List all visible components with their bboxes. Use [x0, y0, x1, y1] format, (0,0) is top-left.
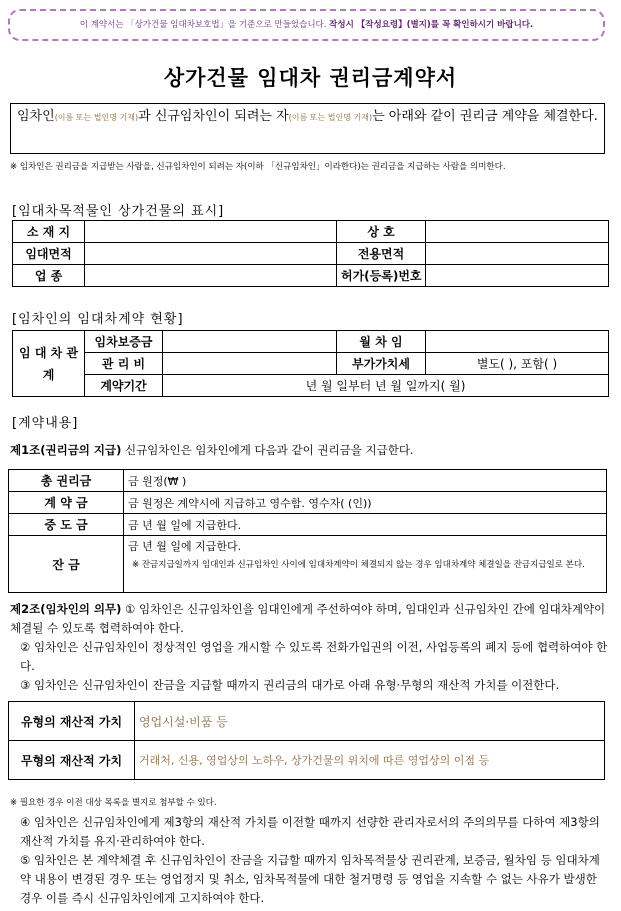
intro-text-1: 임차인 [17, 109, 55, 124]
article-2-item-2: ② 임차인은 신규임차인이 정상적인 영업을 개시할 수 있도록 전화가입권의 이전, 사업등록의 폐지 등에 협력하여야 한다. [20, 640, 608, 673]
notice-text: 이 계약서는 「상가건물 임대차보호법」을 기준으로 만들었습니다. [79, 20, 327, 30]
field-management[interactable] [163, 353, 337, 375]
property-table [12, 220, 609, 287]
field-business[interactable] [85, 265, 337, 287]
label-total: 총 권리금 [9, 470, 124, 492]
field-trade-name[interactable] [426, 221, 609, 243]
balance-value: 금 년 월 일에 지급한다. [128, 540, 242, 553]
section-lease-status: [임차인의 임대차계약 현황] [12, 312, 184, 327]
field-vat[interactable]: 별도( ), 포함( ) [426, 353, 609, 375]
label-intangible: 무형의 재산적 가치 [9, 741, 135, 780]
notice-bold: 작성시 【작성요령】(별지)를 꼭 확인하시기 바랍니다. [329, 20, 534, 30]
article-1-head: 제1조(권리금의 지급) [10, 443, 122, 457]
label-business: 업 종 [13, 265, 85, 287]
label-middle-payment: 중 도 금 [9, 514, 124, 536]
field-balance[interactable] [124, 536, 607, 593]
label-period: 계약기간 [85, 375, 163, 397]
field-middle-payment[interactable]: 금 년 월 일에 지급한다. [124, 514, 607, 536]
label-lease-area: 임대면적 [13, 243, 85, 265]
field-down-payment[interactable]: 금 원정은 계약시에 지급하고 영수함. 영수자( (인)) [124, 492, 607, 514]
notice-banner [8, 9, 605, 41]
label-deposit: 임차보증금 [85, 331, 163, 353]
intro-box [10, 103, 605, 154]
field-intangible[interactable]: 거래처, 신용, 영업상의 노하우, 상가건물의 위치에 따른 영업상의 이점 등 [135, 741, 605, 780]
article-2-item-1: ① 임차인은 신규임차인을 임대인에게 주선하여야 하며, 임대인과 신규임차인 간에 임대차계약이 체결될 수 있도록 협력하여야 한다. [10, 602, 606, 635]
intro-text-2: 과 신규임차인이 되려는 자 [138, 109, 289, 124]
label-vat: 부가가치세 [337, 353, 426, 375]
field-lease-area[interactable] [85, 243, 337, 265]
label-management: 관 리 비 [85, 353, 163, 375]
article-2-cont [10, 813, 608, 908]
label-rent: 월 차 임 [337, 331, 426, 353]
lease-status-table [12, 330, 609, 397]
note-1: ※ 임차인은 권리금을 지급받는 사람을, 신규임차인이 되려는 자(이하 「신규임차인」이라한다)는 권리금을 지급하는 사람을 의미한다. [10, 162, 506, 172]
label-balance: 잔 금 [9, 536, 124, 593]
label-exclusive-area: 전용면적 [337, 243, 426, 265]
article-2-item-3: ③ 임차인은 신규임차인이 잔금을 지급할 때까지 권리금의 대가로 아래 유형·무형의 재산적 가치를 이전한다. [20, 678, 560, 692]
field-rent[interactable] [426, 331, 609, 353]
section-property: [임대차목적물인 상가건물의 표시] [12, 204, 225, 219]
field-exclusive-area[interactable] [426, 243, 609, 265]
note-2: ※ 필요한 경우 이전 대상 목록을 별지로 첨부할 수 있다. [10, 798, 217, 808]
value-table [8, 701, 605, 780]
page-title: 상가건물 임대차 권리금계약서 [163, 66, 458, 90]
field-total[interactable]: 금 원정(₩ ) [124, 470, 607, 492]
label-tangible: 유형의 재산적 가치 [9, 702, 135, 741]
article-1-body: 신규임차인은 임차인에게 다음과 같이 권리금을 지급한다. [121, 443, 414, 457]
premium-table [8, 469, 607, 593]
section-contract: [계약내용] [12, 416, 79, 431]
article-2-item-4: ④ 임차인은 신규임차인에게 제3항의 재산적 가치를 이전할 때까지 선량한 관리자로서의 주의의무를 다하여 제3항의 재산적 가치를 유지·관리하여야 한다. [20, 815, 600, 848]
intro-text-3: 는 아래와 같이 권리금 계약을 체결한다. [372, 109, 598, 124]
field-permit[interactable] [426, 265, 609, 287]
field-period[interactable]: 년 월 일부터 년 월 일까지( 월) [163, 375, 609, 397]
article-2 [10, 600, 608, 695]
intro-hint-1: (이름 또는 법인명 기재) [54, 113, 139, 122]
article-2-item-5: ⑤ 임차인은 본 계약체결 후 신규임차인이 잔금을 지급할 때까지 임차목적물상 권리관계, 보증금, 월차임 등 임대차계약 내용이 변경된 경우 또는 영업정지 및 취소, 임차목적물에 대한 철거명령 등 영업을 지속할 수 없는 사유가 발생한 경우 이를 즉시 신규임차인에게 고지하여야 한다. [20, 853, 600, 905]
label-lease-relation: 임 대 차 관 계 [13, 331, 85, 397]
field-address[interactable] [85, 221, 337, 243]
balance-note: ※ 잔금지급일까지 임대인과 신규임차인 사이에 임대차계약이 체결되지 않는 경우 임대차계약 체결일을 잔금지급일로 본다. [132, 560, 585, 570]
field-tangible[interactable]: 영업시설·비품 등 [135, 702, 605, 741]
article-2-head: 제2조(임차인의 의무) [10, 602, 122, 616]
article-1 [10, 441, 608, 460]
field-deposit[interactable] [163, 331, 337, 353]
intro-hint-2: (이름 또는 법인명 기재) [288, 113, 373, 122]
label-trade-name: 상 호 [337, 221, 426, 243]
label-address: 소 재 지 [13, 221, 85, 243]
label-permit: 허가(등록)번호 [337, 265, 426, 287]
label-down-payment: 계 약 금 [9, 492, 124, 514]
